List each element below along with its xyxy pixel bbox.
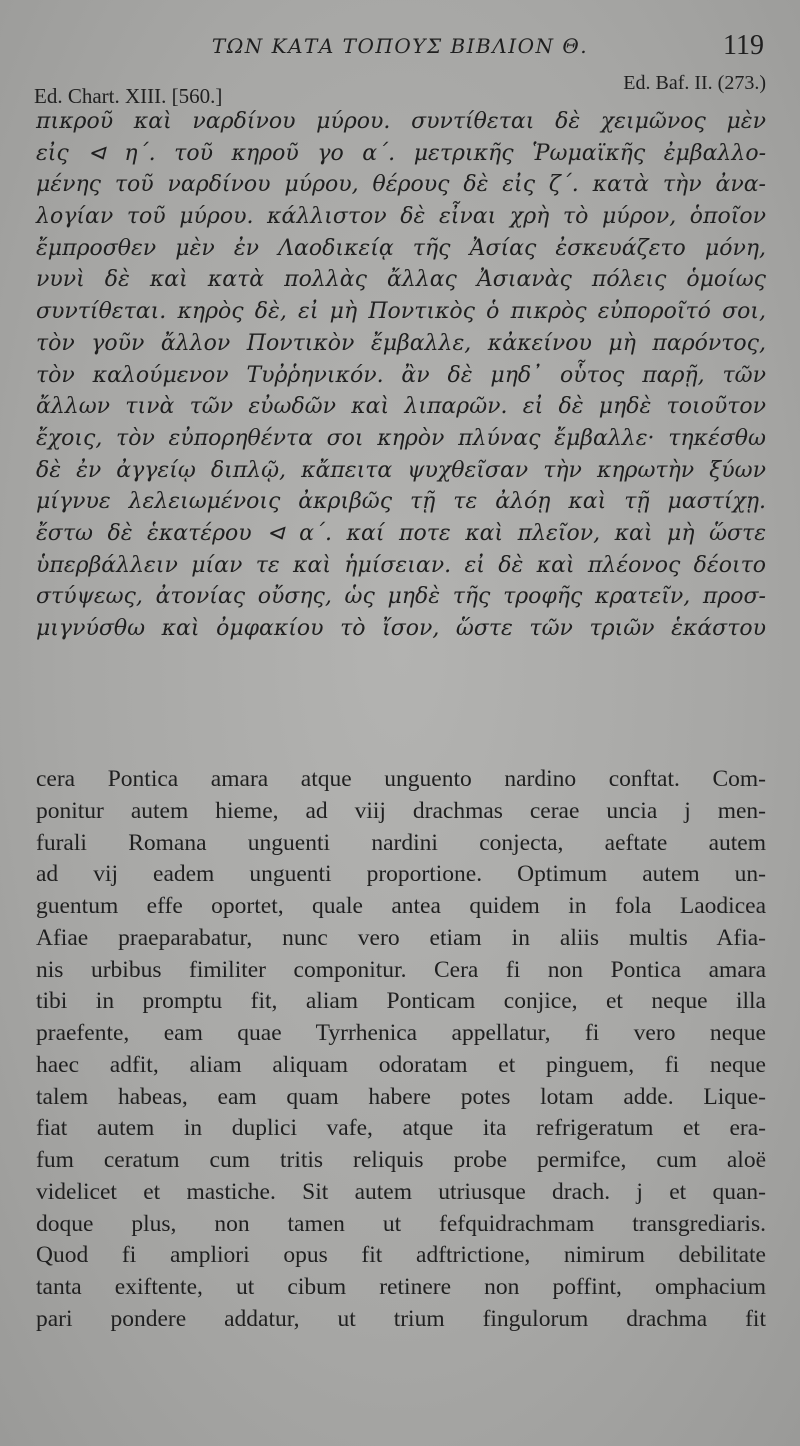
- latin-text-line: Quod fi ampliori opus fit adftrictione, nimirum debilitate: [36, 1242, 766, 1269]
- latin-text-line: furali Romana unguenti nardini conjecta, aeftate autem: [36, 829, 766, 856]
- edition-reference-right: Ed. Baf. II. (273.): [623, 72, 766, 94]
- greek-text-line: μιγνύσθω καὶ ὀμφακίου τὸ ἴσον, ὥστε τῶν τριῶν ἑκάστου: [36, 616, 766, 641]
- latin-text-line: nis urbibus fimiliter componitur. Cera fi non Pontica amara: [36, 956, 766, 983]
- latin-text-line: doque plus, non tamen ut fefquidrachmam transgrediaris.: [36, 1210, 766, 1237]
- latin-text-line: fiat autem in duplici vafe, atque ita refrigeratum et era-: [36, 1115, 766, 1142]
- greek-text-line: ὑπερβάλλειν μίαν τε καὶ ἡμίσειαν. εἰ δὲ καὶ πλέονος δέοιτο: [36, 552, 766, 578]
- greek-text-line: τὸν καλούμενον Τυῤῥηνικόν. ἂν δὲ μηδ᾽ οὗτος παρῇ, τῶν: [36, 362, 766, 388]
- greek-text-block: [36, 106, 766, 645]
- latin-text-line: haec adfit, aliam aliquam odoratam et pinguem, fi neque: [36, 1051, 766, 1078]
- latin-text-line: cera Pontica amara atque unguento nardino conftat. Com-: [36, 766, 766, 792]
- latin-text-line: Afiae praeparabatur, nunc vero etiam in aliis multis Afia-: [36, 924, 766, 951]
- greek-text-line: ἔμπροσθεν μὲν ἐν Λαοδικείᾳ τῆς Ἀσίας ἐσκευάζετο μόνη,: [36, 235, 766, 261]
- greek-text-line: εἰς ⊲ η΄. τοῦ κηροῦ γο α΄. μετρικῆς Ῥωμαϊκῆς ἐμβαλλο-: [36, 140, 766, 166]
- latin-text-line: praefente, eam quae Tyrrhenica appellatur, fi vero neque: [36, 1020, 766, 1046]
- greek-text-line: μίγνυε λελειωμένοις ἀκριβῶς τῇ τε ἀλόῃ καὶ τῇ μαστίχῃ.: [36, 489, 766, 515]
- edition-reference-left: Ed. Chart. XIII. [560.]: [34, 84, 223, 108]
- greek-text-line: ἔστω δὲ ἑκατέρου ⊲ α΄. καί ποτε καὶ πλεῖον, καὶ μὴ ὥστε: [36, 520, 766, 546]
- greek-text-line: συντίθεται. κηρὸς δὲ, εἰ μὴ Ποντικὸς ὁ πικρὸς εὐποροῖτό σοι,: [36, 299, 766, 325]
- greek-text-line: δὲ ἐν ἀγγείῳ διπλῷ, κἄπειτα ψυχθεῖσαν τὴν κηρωτὴν ξύων: [36, 457, 766, 483]
- greek-text-line: μένης τοῦ ναρδίνου μύρου, θέρους δὲ εἰς ζ΄. κατὰ τὴν ἀνα-: [36, 172, 766, 198]
- latin-text-line: ad vij eadem unguenti proportione. Optimum autem un-: [36, 861, 766, 888]
- latin-text-line: videlicet et mastiche. Sit autem utriusque drach. j et quan-: [36, 1178, 766, 1205]
- latin-text-line: fum ceratum cum tritis reliquis probe permifce, cum aloë: [36, 1147, 766, 1173]
- greek-text-line: στύψεως, ἀτονίας οὔσης, ὡς μηδὲ τῆς τροφῆς κρατεῖν, προσ-: [36, 584, 766, 610]
- greek-text-line: ἄλλων τινὰ τῶν εὐωδῶν καὶ λιπαρῶν. εἰ δὲ μηδὲ τοιοῦτον: [36, 394, 766, 420]
- latin-text-line: ponitur autem hieme, ad viij drachmas cerae uncia j men-: [36, 797, 766, 824]
- latin-text-line: tanta exiftente, ut cibum retinere non poffint, omphacium: [36, 1274, 766, 1300]
- greek-text-line: ἔχοις, τὸν εὐπορηθέντα σοι κηρὸν πλύνας ἔμβαλλε· τηκέσθω: [36, 425, 766, 451]
- running-title: ΤΩΝ ΚΑΤΑ ΤΟΠΟΥΣ ΒΙΒΛΙΟΝ Θ.: [211, 34, 589, 58]
- latin-text-block: [36, 764, 766, 1336]
- greek-text-line: πικροῦ καὶ ναρδίνου μύρου. συντίθεται δὲ χειμῶνος μὲν: [36, 109, 766, 134]
- latin-text-line: tibi in promptu fit, aliam Ponticam conjice, et neque illa: [36, 988, 766, 1015]
- latin-text-line: guentum effe oportet, quale antea quidem in fola Laodicea: [36, 893, 766, 919]
- greek-text-line: νυνὶ δὲ καὶ κατὰ πολλὰς ἄλλας Ἀσιανὰς πόλεις ὁμοίως: [36, 267, 766, 293]
- latin-text-line: pari pondere addatur, ut trium fingulorum drachma fit: [36, 1305, 766, 1332]
- page-number: 119: [723, 30, 764, 61]
- latin-text-line: talem habeas, eam quam habere potes lotam adde. Lique-: [36, 1083, 766, 1110]
- greek-text-line: τὸν γοῦν ἄλλον Ποντικὸν ἔμβαλλε, κἀκείνου μὴ παρόντος,: [36, 330, 766, 356]
- greek-text-line: λογίαν τοῦ μύρου. κάλλιστον δὲ εἶναι χρὴ τὸ μύρον, ὁποῖον: [36, 204, 766, 230]
